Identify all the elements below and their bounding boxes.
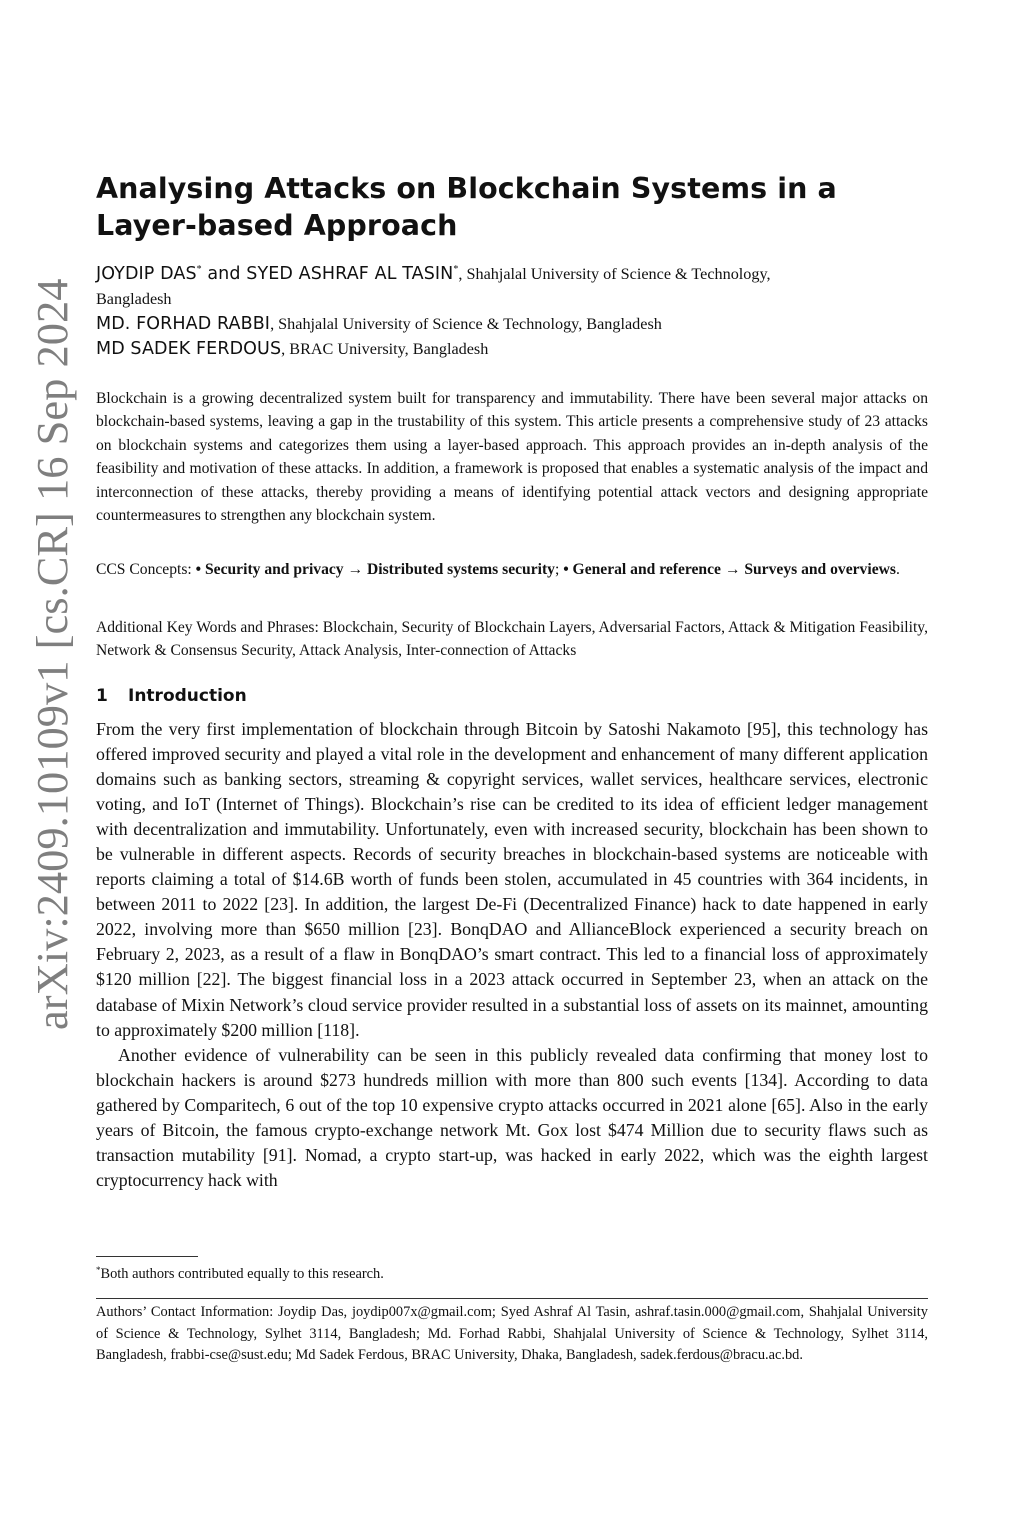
paper-title: Analysing Attacks on Blockchain Systems in a Layer-based Approach — [96, 172, 837, 242]
author-contact-information: Authors’ Contact Information: Joydip Das, joydip007x@gmail.com; Syed Ashraf Al Tasin, ashraf.tasin.000@gmail.com, Shahjalal University of Science & Technology, Sylhet 3114, Bangladesh; Md. Forhad Rabbi, Shahjalal University of Science & Technology, Sylhet 3114, Bangladesh, frabbi-cse@sust.edu; Md Sadek Ferdous, BRAC University, Dhaka, Bangladesh, sadek.ferdous@bracu.ac.bd. — [96, 1304, 928, 1363]
body-text — [96, 717, 928, 1193]
author-name: MD SADEK FERDOUS — [96, 339, 282, 359]
author-name: JOYDIP DAS — [96, 264, 197, 284]
author-line-1 — [96, 262, 936, 287]
section-title: Introduction — [128, 686, 247, 706]
footnote-mark: * — [96, 1265, 101, 1275]
keywords: Additional Key Words and Phrases: Blockchain, Security of Blockchain Layers, Adversarial Factors, Attack & Mitigation Feasibility, Network & Consensus Security, Attack Analysis, Inter-connection of Attacks — [96, 619, 928, 660]
paragraph: From the very first implementation of blockchain through Bitcoin by Satoshi Nakamoto [95], this technology has offered improved security and played a vital role in the development and enhancement of many different application domains such as banking sectors, streaming & copyright services, wallet services, healthcare services, electronic voting, and IoT (Internet of Things). Blockchain’s rise can be credited to its idea of efficient ledger management with decentralization and immutability. Unfortunately, even with increased security, blockchain has been shown to be vulnerable in different aspects. Records of security breaches in blockchain-based systems are noticeable with reports claiming a total of $14.6B worth of funds been stolen, accumulated in 45 countries with 364 incidents, in between 2011 to 2022 [23]. In addition, the largest De-Fi (Decentralized Finance) hack to date happened in early 2022, involving more than $650 million [23]. BonqDAO and AllianceBlock experienced a security breach on February 2, 2023, as a result of a flaw in BonqDAO’s smart contract. This led to a financial loss of approximately $120 million [22]. The biggest financial loss in a 2023 attack occurred in September 23, when an attack on the database of Mixin Network’s cloud service provider resulted in a substantial loss of assets on its mainnet, amounting to approximately $200 million [118]. — [96, 719, 928, 1040]
footnote-divider — [96, 1256, 198, 1257]
author-conjunction: and — [201, 264, 247, 284]
author-affiliation: , Shahjalal University of Science & Technology, Bangladesh — [270, 315, 662, 333]
paragraph: Another evidence of vulnerability can be seen in this publicly revealed data confirming that money lost to blockchain hackers is around $273 hundreds million with more than 800 such events [134]. According to data gathered by Comparitech, 6 out of the top 10 expensive crypto attacks occurred in 2021 alone [65]. Also in the early years of Bitcoin, the famous crypto-exchange network Mt. Gox lost $474 Million due to security flaws such as transaction mutability [91]. Nomad, a crypto start-up, was hacked in early 2022, which was the eighth largest cryptocurrency hack with — [96, 1044, 928, 1190]
author-affiliation-continued: Bangladesh — [96, 290, 172, 308]
section-number: 1 — [96, 686, 108, 706]
equal-contribution-mark: * — [196, 264, 202, 275]
author-line-2 — [96, 312, 936, 337]
ccs-end: . — [895, 561, 900, 578]
ccs-separator: ; — [554, 561, 564, 578]
author-block — [96, 262, 936, 362]
ccs-concepts — [96, 558, 928, 581]
author-affiliation: , Shahjalal University of Science & Technology, — [458, 265, 771, 283]
footnote-text: Both authors contributed equally to this research. — [100, 1266, 384, 1282]
author-affiliation: , BRAC University, Bangladesh — [281, 340, 489, 358]
abstract: Blockchain is a growing decentralized system built for transparency and immutability. There have been several major attacks on blockchain-based systems, leaving a gap in the trustability of this system. This article presents a comprehensive study of 23 attacks on blockchain systems and categorizes them using a layer-based approach. This approach provides an in-depth analysis of the feasibility and motivation of these attacks. In addition, a framework is proposed that enables a systematic analysis of the impact and interconnection of these attacks, thereby providing a means of identifying potential attack vectors and designing appropriate countermeasures to strengthen any blockchain system. — [96, 390, 928, 525]
footnote — [96, 1264, 928, 1284]
author-name: SYED ASHRAF AL TASIN — [246, 264, 454, 284]
contact-divider — [96, 1298, 928, 1299]
author-name: MD. FORHAD RABBI — [96, 314, 271, 334]
arxiv-identifier-stamp: arXiv:2409.10109v1 [cs.CR] 16 Sep 2024 — [27, 278, 77, 1030]
author-line-3 — [96, 337, 936, 362]
ccs-label: CCS Concepts: — [96, 561, 196, 578]
ccs-concept: • Security and privacy → Distributed systems security — [195, 561, 555, 578]
section-heading — [96, 684, 247, 708]
ccs-concept: • General and reference → Surveys and overviews — [563, 561, 896, 578]
equal-contribution-mark: * — [453, 264, 459, 275]
